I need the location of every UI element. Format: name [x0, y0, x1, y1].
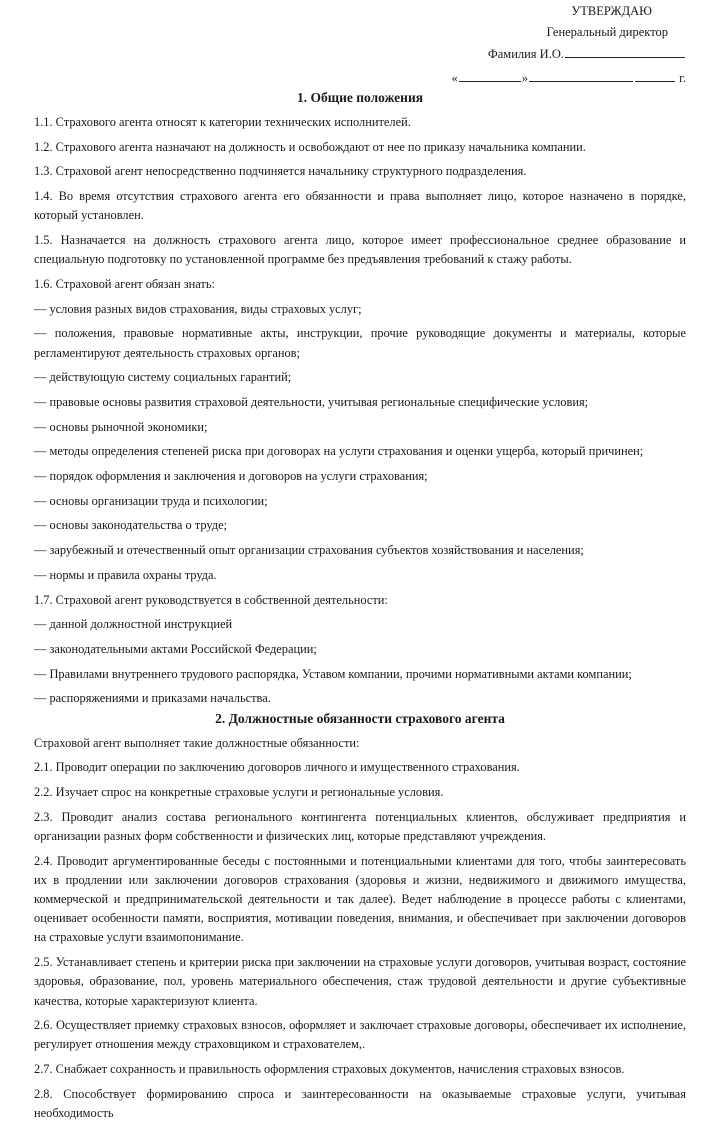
date-close-quote: » [521, 71, 529, 85]
paragraph-2-3: 2.3. Проводит анализ состава регионального контингента потенциальных клиентов, обслуживает предприятия и организации разных форм собственности и физических лиц, которые представляют учреждения. [34, 809, 686, 843]
paragraph-2-2: 2.2. Изучает спрос на конкретные страховые услуги и региональные условия. [34, 784, 444, 799]
paragraph-1-6: 1.6. Страховой агент обязан знать: [34, 276, 215, 291]
approval-block [34, 0, 686, 88]
approval-month-blank [529, 69, 633, 82]
paragraph-2-5: 2.5. Устанавливает степень и критерии риска при заключении на страховые услуги договоров, учитывая возраст, состояние здоровья, образование, пол, уровень материального обеспечения, стаж трудовой деятельности и другие субъективные качества, которые характеризуют клиента. [34, 955, 686, 1008]
section-2-heading: 2. Должностные обязанности страхового агента [215, 710, 505, 726]
list-item-knowledge-11: — нормы и правила охраны труда. [34, 567, 217, 582]
approval-name-blank [565, 45, 685, 58]
list-item-knowledge-7: — порядок оформления и заключения и договоров на услуги страхования; [34, 469, 428, 484]
paragraph-2-6: 2.6. Осуществляет приемку страховых взносов, оформляет и заключает страховые договоры, обеспечивает их исполнение, регулирует отношения между страховщиком и страхователем,. [34, 1018, 686, 1052]
paragraph-2-lead: Страховой агент выполняет такие должностные обязанности: [34, 735, 360, 750]
list-item-knowledge-10: — зарубежный и отечественный опыт организации страхования субъектов хозяйствования и населения; [34, 543, 584, 558]
paragraph-2-4: 2.4. Проводит аргументированные беседы с постоянными и потенциальными клиентами для того, чтобы заинтересовать их в продлении или заключении договоров страхования (здоровья и жизни, недвижимого и движимого имущества, коммерческой и предпринимательской деятельности и так далее). Ведет наблюдение в процессе работы с клиентами, оценивает особенности памяти, восприятия, мотивации поведения, внимания, и обеспечивает при заключении договоров на страховые услуги взаимопонимание. [34, 853, 686, 945]
approval-day-blank [459, 69, 521, 82]
approval-name-line [34, 45, 686, 64]
list-item-guidance-4: — распоряжениями и приказами начальства. [34, 691, 271, 706]
paragraph-1-7: 1.7. Страховой агент руководствуется в собственной деятельности: [34, 592, 388, 607]
approval-name-label: Фамилия И.О. [487, 47, 564, 61]
approval-date-line [34, 69, 686, 88]
date-open-quote: « [451, 71, 458, 85]
list-item-knowledge-3: — действующую систему социальных гарантий; [34, 370, 292, 385]
list-item-knowledge-6: — методы определения степеней риска при договорах на услуги страхования и оценки ущерба, который причинен; [34, 444, 644, 459]
paragraph-1-3: 1.3. Страховой агент непосредственно подчиняется начальнику структурного подразделения. [34, 164, 527, 179]
list-item-knowledge-4: — правовые основы развития страховой деятельности, учитывая региональные специфические условия; [34, 394, 589, 409]
paragraph-1-4: 1.4. Во время отсутствия страхового агента его обязанности и права выполняет лицо, которое назначено в порядке, который установлен. [34, 189, 686, 223]
paragraph-1-1: 1.1. Страхового агента относят к категории технических исполнителей. [34, 115, 411, 129]
list-item-knowledge-1: — условия разных видов страхования, виды страховых услуг; [34, 301, 362, 316]
list-item-guidance-1: — данной должностной инструкцией [34, 617, 233, 632]
approval-word: УТВЕРЖДАЮ [571, 4, 652, 18]
approval-year-blank [635, 69, 675, 82]
paragraph-1-5: 1.5. Назначается на должность страхового агента лицо, которое имеет профессиональное среднее образование и специальную подготовку по установленной программе без предъявления требований к стажу работы. [34, 233, 686, 267]
paragraph-2-7: 2.7. Снабжает сохранность и правильность оформления страховых документов, начисления страховых взносов. [34, 1062, 625, 1077]
paragraph-1-2: 1.2. Страхового агента назначают на должность и освобождают от нее по приказу начальника компании. [34, 139, 586, 154]
list-item-knowledge-2: — положения, правовые нормативные акты, инструкции, прочие руководящие документы и материалы, которые регламентируют деятельность страховых органов; [34, 326, 686, 360]
list-item-knowledge-9: — основы законодательства о труде; [34, 518, 228, 533]
list-item-knowledge-5: — основы рыночной экономики; [34, 419, 208, 434]
list-item-guidance-2: — законодательными актами Российской Федерации; [34, 641, 317, 656]
approval-year-suffix: г. [679, 71, 686, 85]
paragraph-2-1: 2.1. Проводит операции по заключению договоров личного и имущественного страхования. [34, 760, 520, 775]
list-item-knowledge-8: — основы организации труда и психологии; [34, 493, 268, 508]
approval-position: Генеральный директор [546, 25, 668, 39]
list-item-guidance-3: — Правилами внутреннего трудового распорядка, Уставом компании, прочими нормативными актами компании; [34, 666, 632, 681]
section-1-heading: 1. Общие положения [296, 90, 424, 105]
paragraph-2-8: 2.8. Способствует формированию спроса и заинтересованности на оказываемые страховые услуги, учитывая необходимость [34, 1086, 686, 1121]
